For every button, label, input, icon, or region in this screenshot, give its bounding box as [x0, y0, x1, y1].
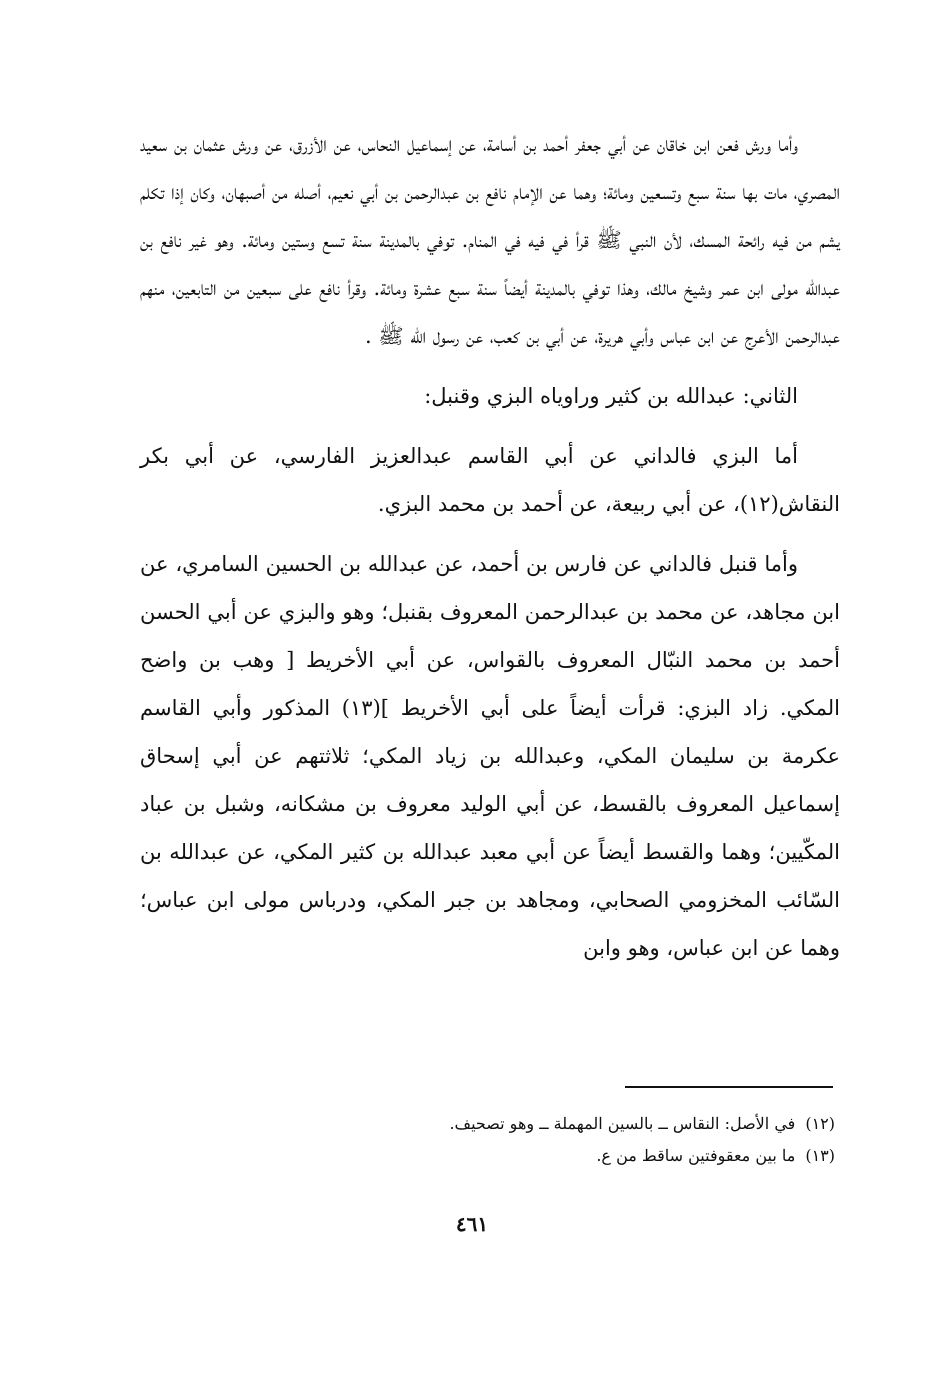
section-heading-second-reader: الثاني: عبدالله بن كثير وراوياه البزي وقنبل:: [424, 384, 798, 408]
footnote-number: (١٣): [805, 1146, 835, 1165]
footnote-text: ما بين معقوفتين ساقط من ع.: [596, 1146, 796, 1165]
footnote-separator: [625, 1086, 833, 1088]
main-text: [140, 120, 840, 984]
footnotes: [300, 1108, 835, 1172]
footnote-12: [300, 1108, 835, 1140]
footnote-13: [300, 1140, 835, 1172]
paragraph-qunbul: وأما قنبل فالداني عن فارس بن أحمد، عن عبدالله بن الحسين السامري، عن ابن مجاهد، عن محمد بن عبدالرحمن المعروف بقنبل؛ وهو والبزي عن أبي الحسن أحمد بن محمد النبّال المعروف بالقواس، عن أبي الأخريط [ وهب بن واضح المكي. زاد البزي: قرأت أيضاً على أبي الأخريط ](١٣) المذكور وأبي القاسم عكرمة بن سليمان المكي، وعبدالله بن زياد المكي؛ ثلاثتهم عن أبي إسحاق إسماعيل المعروف بالقسط، عن أبي الوليد معروف بن مشكانه، وشبل بن عباد المكّيين؛ وهما والقسط أيضاً عن أبي معبد عبدالله بن كثير المكي، عن عبدالله بن السّائب المخزومي الصحابي، ومجاهد بن جبر المكي، ودرباس مولى ابن عباس؛ وهما عن ابن عباس، وهو وابن: [140, 552, 840, 960]
paragraph-bazzi: أما البزي فالداني عن أبي القاسم عبدالعزيز الفارسي، عن أبي بكر النقاش(١٢)، عن أبي ربيعة، عن أحمد بن محمد البزي.: [140, 444, 840, 516]
footnote-number: (١٢): [805, 1114, 835, 1133]
page-number: ٤٦١: [455, 1212, 489, 1236]
footnote-text: في الأصل: النقاس ــ بالسين المهملة ــ وهو تصحيف.: [449, 1114, 796, 1133]
paragraph-warsh: وأما ورش فعن ابن خاقان عن أبي جعفر أحمد بن أسامة، عن إسماعيل النحاس، عن الأزرق، عن ورش عثمان بن سعيد المصري، مات بها سنة سبع وتسعين ومائة؛ وهما عن الإمام نافع بن عبدالرحمن بن أبي نعيم، أصله من أصبهان، وكان إذا تكلم يشم من فيه رائحة المسك، لأن النبي ﷺ قرأ في فيه في المنام. توفي بالمدينة سنة تسع وستين ومائة. وهو غير نافع بن عبدالله مولى ابن عمر وشيخ مالك، وهذا توفي بالمدينة أيضاً سنة سبع عشرة ومائة. وقرأ نافع على سبعين من التابعين، منهم عبدالرحمن الأعرج عن ابن عباس وأبي هريرة، عن أبي بن كعب، عن رسول الله ﷺ .: [140, 132, 840, 348]
